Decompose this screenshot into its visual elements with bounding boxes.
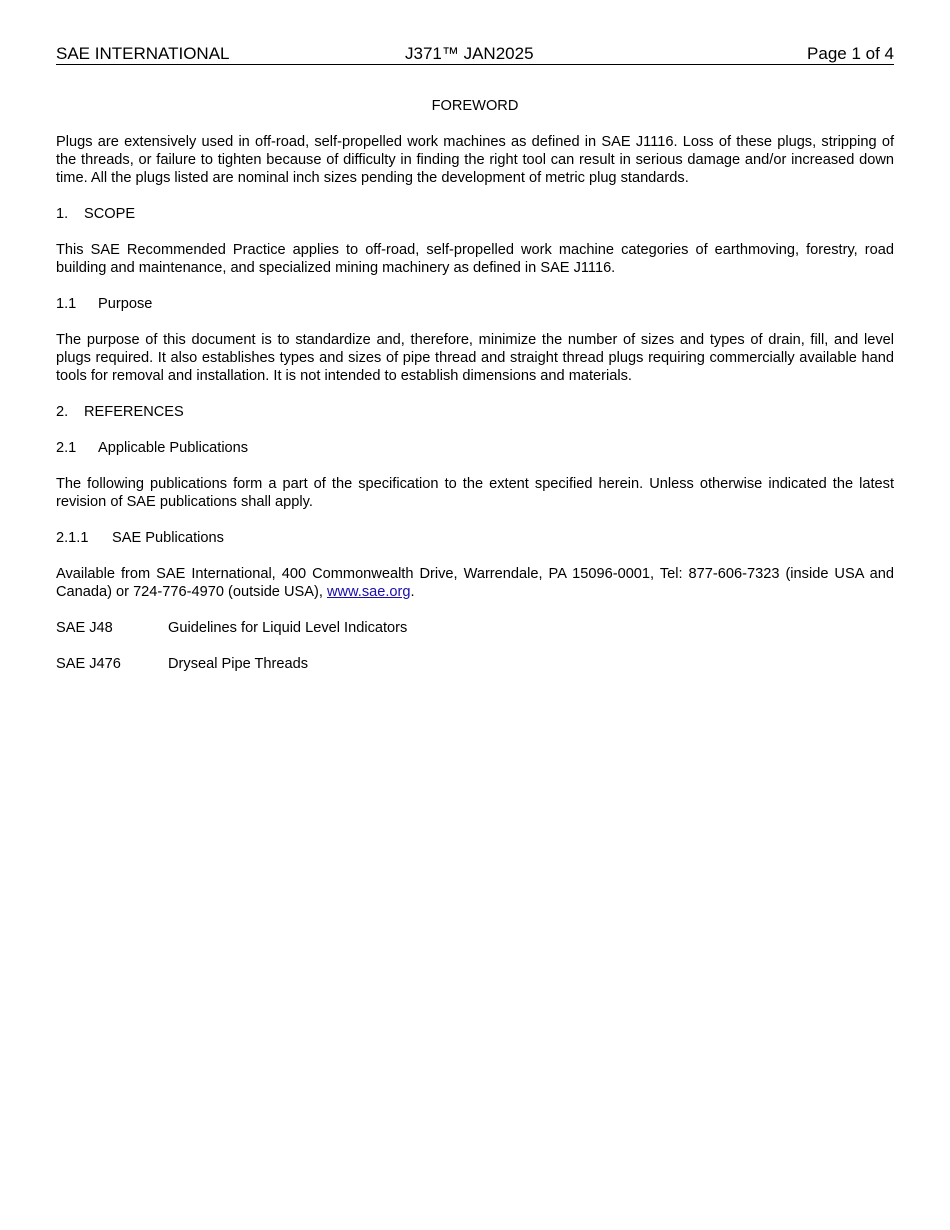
- page-header: [56, 44, 894, 65]
- section-heading-purpose: [56, 295, 894, 313]
- purpose-text: The purpose of this document is to standardize and, therefore, minimize the number of sizes and types of drain, fill, and level plugs required. It also establishes types and sizes of pipe thread and straight thread plugs requiring commercially available hand tools for removal and installation. It is not intended to establish dimensions and materials.: [56, 332, 894, 384]
- section-title: SAE Publications: [112, 530, 224, 546]
- header-org: SAE INTERNATIONAL: [56, 44, 230, 63]
- foreword-text: Plugs are extensively used in off-road, self-propelled work machines as defined in SAE J1116. Loss of these plugs, stripping of the threads, or failure to tighten because of difficulty in finding the right tool can result in serious damage and/or increased down time. All the plugs listed are nominal inch sizes pending the development of metric plug standards.: [56, 134, 894, 186]
- section-title: Applicable Publications: [98, 440, 249, 456]
- section-heading-sae-publications: [56, 529, 894, 547]
- reference-item: [56, 619, 894, 637]
- sae-address-end: .: [410, 584, 415, 600]
- section-number: 1.: [56, 206, 69, 222]
- section-number: 2.: [56, 404, 69, 420]
- section-number: 1.1: [56, 296, 77, 312]
- reference-title: Guidelines for Liquid Level Indicators: [168, 620, 408, 636]
- section-title: REFERENCES: [84, 404, 184, 420]
- sae-publications-text: [56, 565, 894, 601]
- section-heading-applicable-publications: [56, 439, 894, 457]
- header-page-number: Page 1 of 4: [807, 44, 894, 63]
- document-body: [56, 97, 894, 691]
- reference-code: SAE J48: [56, 620, 113, 636]
- applicable-publications-text: The following publications form a part of the specification to the extent specified herein. Unless otherwise indicated the latest revision of SAE publications shall apply.: [56, 476, 894, 510]
- section-heading-references: [56, 403, 894, 421]
- section-heading-scope: [56, 205, 894, 223]
- section-number: 2.1: [56, 440, 77, 456]
- section-number: 2.1.1: [56, 530, 89, 546]
- section-title: SCOPE: [84, 206, 136, 222]
- reference-item: [56, 655, 894, 673]
- reference-code: SAE J476: [56, 656, 121, 672]
- foreword-title: FOREWORD: [431, 98, 519, 114]
- sae-address-text: Available from SAE International, 400 Commonwealth Drive, Warrendale, PA 15096-0001, Tel: 877-606-7323 (inside USA and Canada) or 724-776-4970 (outside USA),: [56, 566, 894, 600]
- section-title: Purpose: [98, 296, 153, 312]
- sae-website-link[interactable]: www.sae.org: [326, 584, 411, 600]
- scope-text: This SAE Recommended Practice applies to off-road, self-propelled work machine categories of earthmoving, forestry, road building and maintenance, and specialized mining machinery as defined in SAE J1116.: [56, 242, 894, 276]
- reference-title: Dryseal Pipe Threads: [168, 656, 309, 672]
- header-doc-id: J371™ JAN2025: [405, 44, 534, 63]
